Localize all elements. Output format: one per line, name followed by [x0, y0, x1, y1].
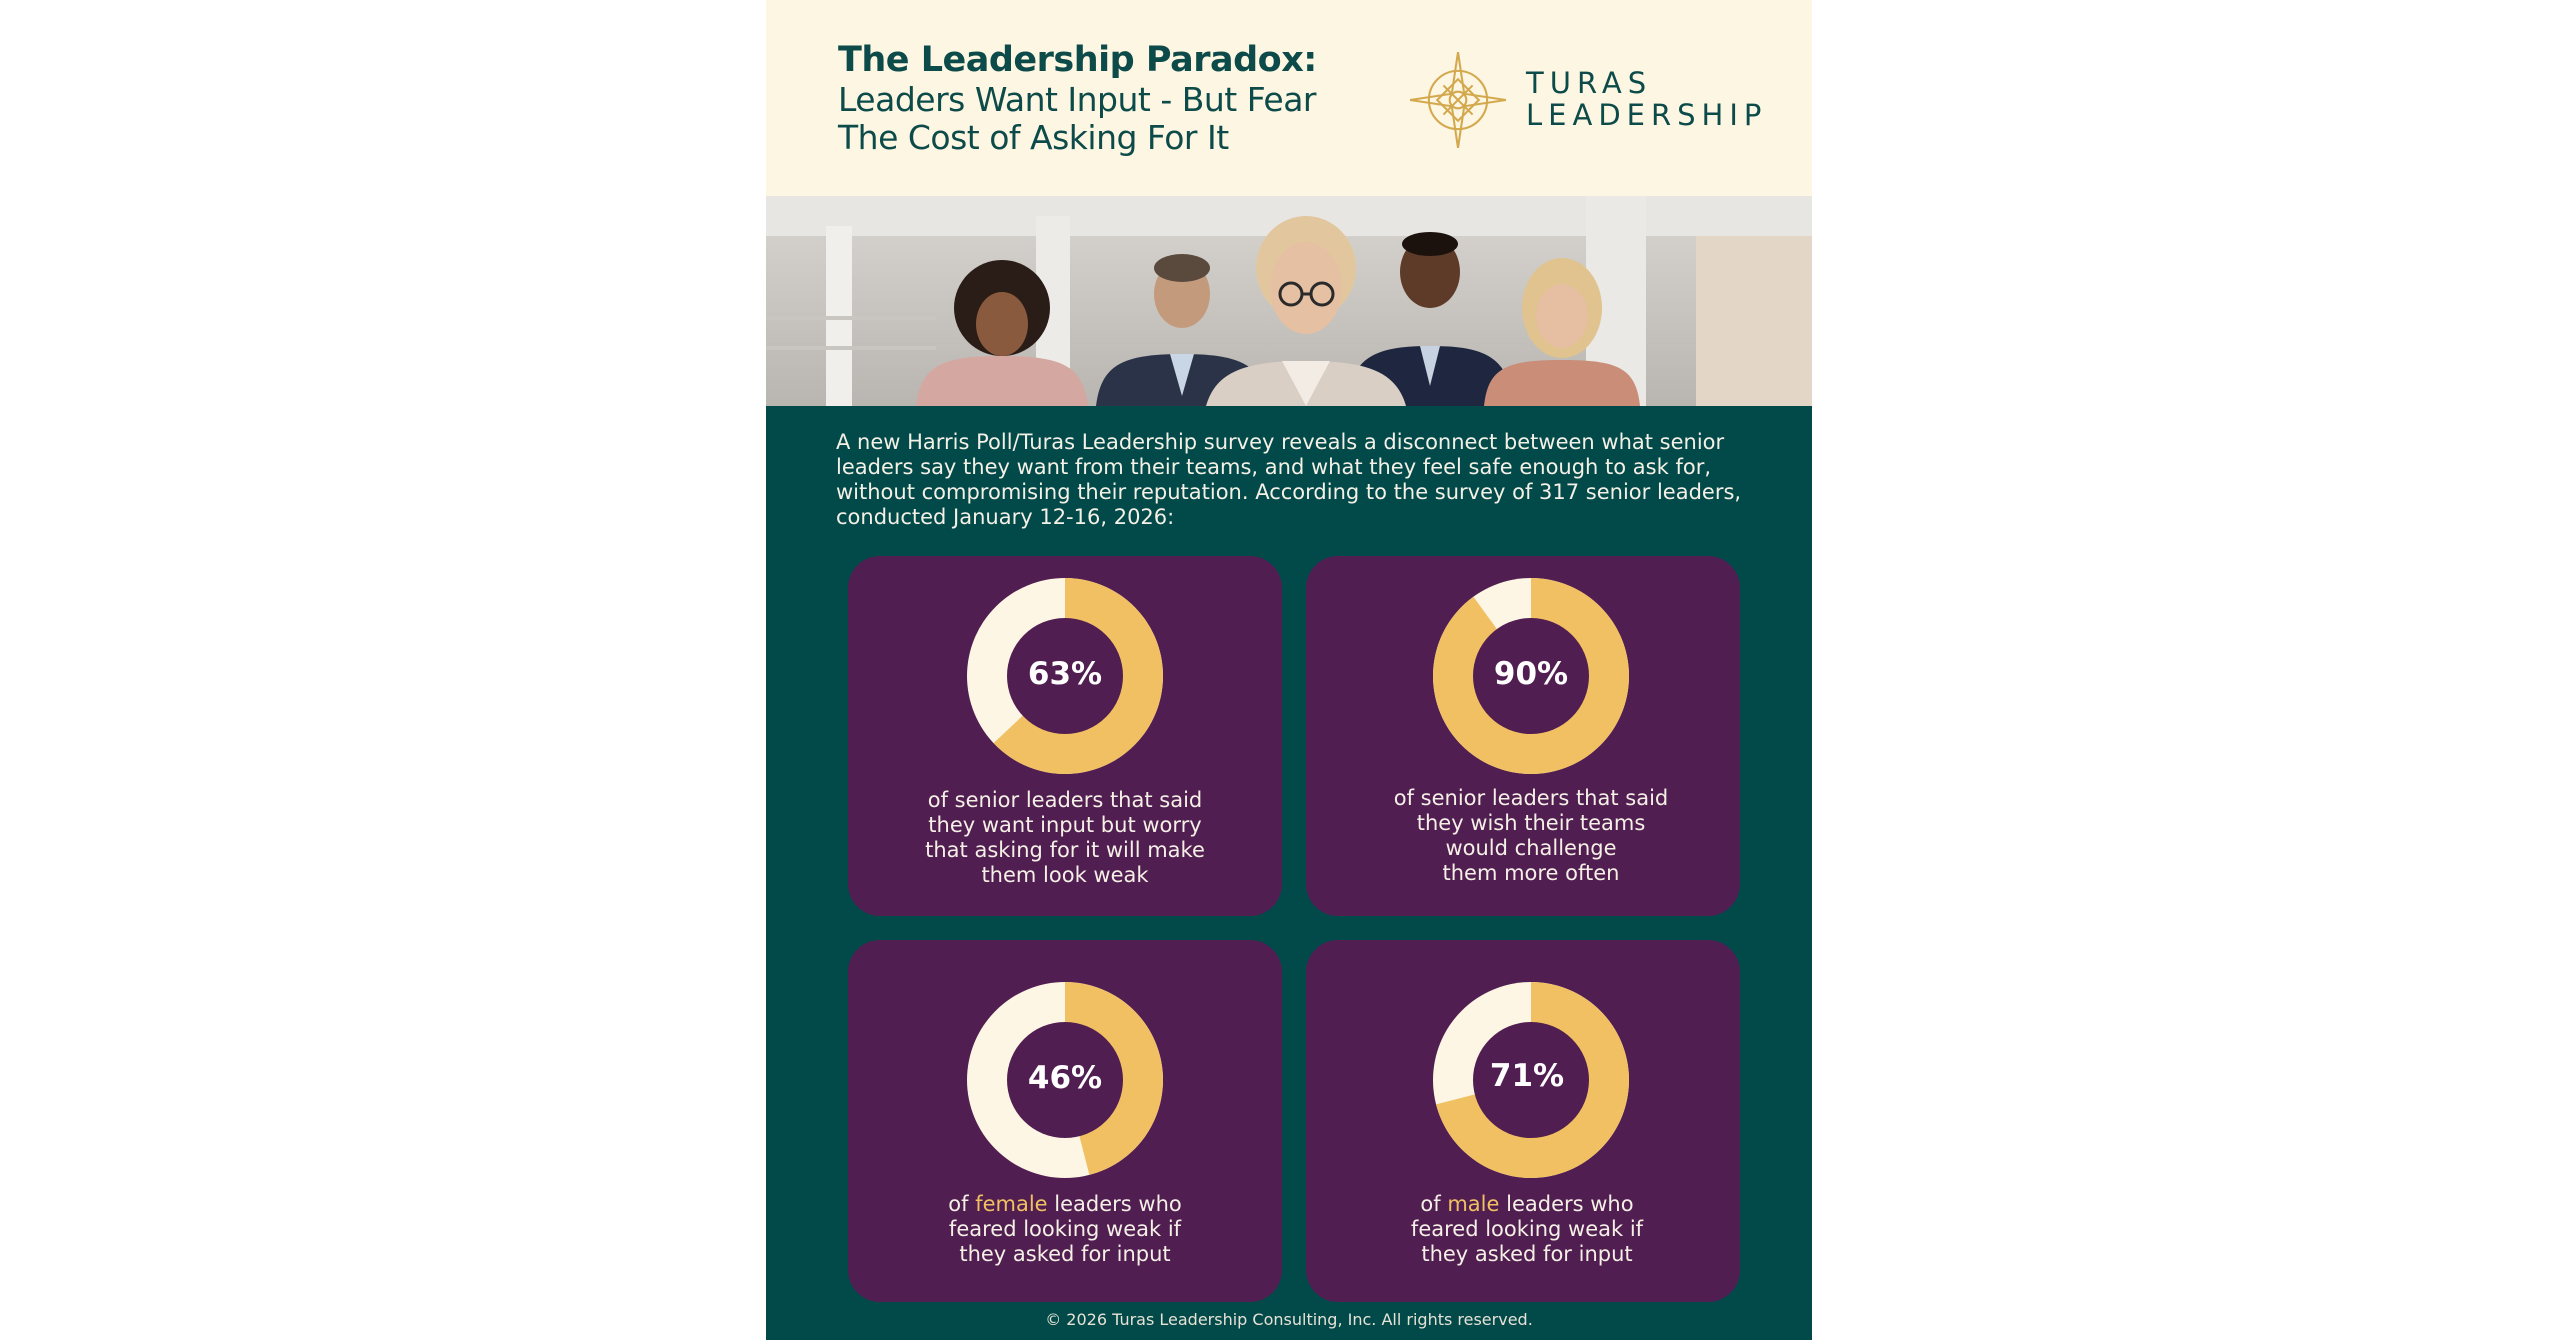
caption-line: feared looking weak if	[948, 1217, 1182, 1241]
subtitle-line-2: The Cost of Asking For It	[838, 118, 1229, 157]
content-panel	[766, 406, 1812, 1340]
intro-line-3: without compromising their reputation. According to the survey of 317 senior leaders,	[836, 480, 1742, 504]
stat-card	[1306, 556, 1740, 916]
subtitle-line-1: Leaders Want Input - But Fear	[838, 80, 1317, 119]
donut-value-label: 90%	[1493, 656, 1569, 692]
caption-prefix: of	[948, 1192, 976, 1216]
intro-line-1: A new Harris Poll/Turas Leadership survey reveals a disconnect between what senior	[836, 430, 1725, 454]
donut-value-label: 46%	[1027, 1060, 1103, 1096]
caption-prefix: of	[1420, 1192, 1448, 1216]
caption-line: them more often	[1442, 861, 1620, 885]
logo-text-leadership: LEADERSHIP	[1526, 98, 1768, 132]
title-heading: The Leadership Paradox:	[838, 40, 1317, 80]
caption-line: of senior leaders that said	[1393, 786, 1669, 810]
caption-line: feared looking weak if	[1410, 1217, 1644, 1241]
copyright-footer: © 2026 Turas Leadership Consulting, Inc. All rights reserved.	[1045, 1310, 1533, 1329]
caption-line: they asked for input	[959, 1242, 1171, 1266]
caption-suffix: leaders who	[1047, 1192, 1182, 1216]
stat-card	[848, 556, 1282, 916]
caption-line: them look weak	[981, 863, 1149, 887]
caption-line: they want input but worry	[928, 813, 1202, 837]
team-photo	[766, 196, 1812, 406]
intro-line-4: conducted January 12-16, 2026:	[836, 505, 1175, 529]
infographic	[766, 0, 1812, 1340]
donut-value-label: 63%	[1027, 656, 1103, 692]
caption-line	[848, 1192, 1282, 1216]
caption-suffix: leaders who	[1499, 1192, 1634, 1216]
caption-line: would challenge	[1445, 836, 1617, 860]
logo-text-turas: TURAS	[1526, 66, 1653, 100]
caption-line	[1310, 1192, 1744, 1216]
intro-line-2: leaders say they want from their teams, and what they feel safe enough to ask for,	[836, 455, 1711, 479]
caption-line: they wish their teams	[1416, 811, 1646, 835]
compass-logo-icon	[1406, 48, 1510, 152]
stat-card	[1306, 940, 1740, 1302]
caption-highlight: male	[1447, 1192, 1500, 1216]
caption-line: that asking for it will make	[925, 838, 1205, 862]
caption-highlight: female	[975, 1192, 1048, 1216]
stat-card	[848, 940, 1282, 1302]
caption-line: they asked for input	[1421, 1242, 1633, 1266]
caption-line: of senior leaders that said	[927, 788, 1203, 812]
header-banner	[766, 0, 1812, 196]
donut-value-label: 71%	[1489, 1058, 1565, 1094]
